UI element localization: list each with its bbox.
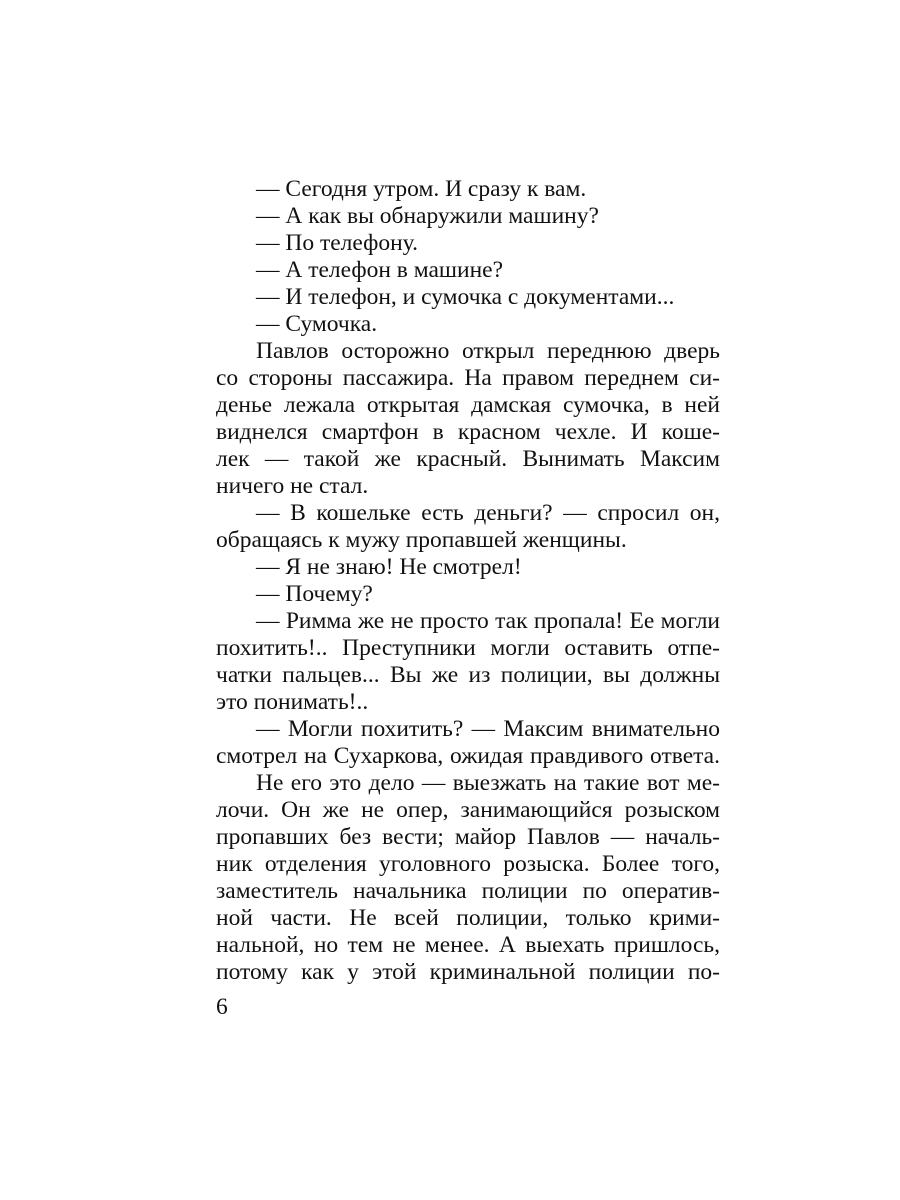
text-line: — Почему? [256,581,373,607]
text-line: это понимать!.. [216,689,369,715]
text-line: нальной, но тем не менее. А выехать пришлось, [216,932,720,958]
text-line: ной части. Не всей полиции, только крими- [216,905,720,931]
text-line: ник отделения уголовного розыска. Более того, [216,851,720,877]
text-line: чатки пальцев... Вы же из полиции, вы должны [216,662,720,688]
text-line: — Могли похитить? — Максим внимательно [256,716,720,742]
text-line: — По телефону. [256,230,418,256]
text-line: потому как у этой криминальной полиции по- [216,959,720,985]
text-line: — Сегодня утром. И сразу к вам. [256,176,587,202]
text-line: — А как вы обнаружили машину? [256,203,599,229]
text-line: денье лежала открытая дамская сумочка, в ней [216,392,720,418]
text-line: пропавших без вести; майор Павлов — началь- [216,824,720,850]
text-line: заместитель начальника полиции по оператив- [216,878,720,904]
text-line: — Сумочка. [256,311,378,337]
text-line: ничего не стал. [216,473,369,499]
text-line: — Римма же не просто так пропала! Ее могли [256,608,720,634]
text-line: похитить!.. Преступники могли оставить отпе- [216,635,720,661]
page-number: 6 [216,994,228,1020]
text-line: смотрел на Сухаркова, ожидая правдивого ответа. [216,743,720,769]
page-body-text [216,176,720,986]
text-line: Павлов осторожно открыл переднюю дверь [256,338,720,364]
text-line: — И телефон, и сумочка с документами... [256,284,675,310]
text-line: лочи. Он же не опер, занимающийся розыском [216,797,720,823]
text-line: со стороны пассажира. На правом переднем си- [216,365,720,391]
text-line: лек — такой же красный. Вынимать Максим [216,446,720,472]
text-line: — В кошельке есть деньги? — спросил он, [256,500,720,526]
text-line: — Я не знаю! Не смотрел! [256,554,522,580]
text-line: виднелся смартфон в красном чехле. И коше- [216,419,720,445]
text-line: обращаясь к мужу пропавшей женщины. [216,527,627,553]
text-line: Не его это дело — выезжать на такие вот ме- [256,770,720,796]
text-line: — А телефон в машине? [256,257,504,283]
